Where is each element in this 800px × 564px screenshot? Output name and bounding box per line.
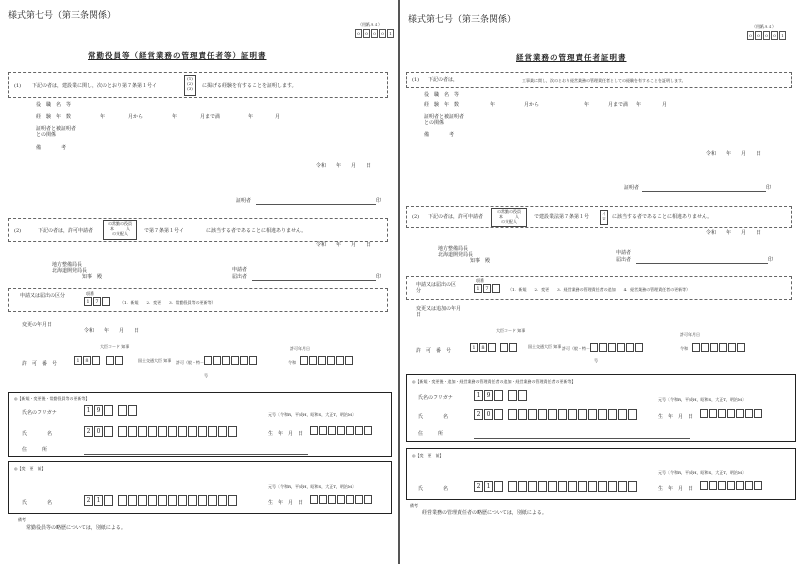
certifier-line-right[interactable] [642, 191, 766, 192]
furigana-label: 氏名のフリガナ [22, 410, 57, 416]
birth-cells-right[interactable] [700, 409, 763, 418]
name-input-cells-right[interactable] [508, 409, 638, 420]
field-relationship: 証明者と被証明者との関係 [36, 126, 77, 138]
section-2-tail: で第７条第１号イ [144, 228, 185, 234]
applicant-label-right: 申請者 [616, 250, 632, 256]
address-line[interactable] [84, 454, 308, 455]
person-new-block [8, 392, 392, 457]
kind-label: 申請又は届出の区分 [20, 293, 66, 299]
form-header-right: 様式第七号（第三条関係） [408, 15, 517, 25]
seal-mark-right: 印 [766, 185, 772, 191]
era-label-2-right: 元号〔令和R，平成H，昭和S，大正T，明治M〕 [658, 470, 747, 475]
address-line-right[interactable] [474, 438, 690, 439]
field-experience: 経 験 年 数 [36, 114, 72, 120]
block-2-title-right: ◎【変 更 前】 [412, 453, 444, 458]
exp-years: 年 [248, 114, 254, 120]
furigana-input-cells[interactable] [118, 405, 138, 416]
kind-code-label: 項番 [86, 291, 94, 296]
permit-date-cells[interactable] [300, 356, 354, 365]
change-date-label: 変更の年月日 [22, 322, 53, 328]
birth-label-right: 生 年 月 日 [658, 414, 694, 420]
furigana-input-cells-right[interactable] [508, 390, 528, 401]
addressee-office-2: 北海道開発局長 [52, 268, 88, 274]
applicant-seal-right: 印 [768, 257, 774, 263]
birth-label-2: 生 年 月 日 [268, 500, 304, 506]
birth-label-2-right: 生 年 月 日 [658, 486, 694, 492]
section-2-number: (2) [14, 228, 22, 234]
notifier-label: 届出者 [232, 274, 248, 280]
page-divider [398, 0, 400, 564]
exp-month-to-right: 月まで満 [608, 102, 629, 108]
notes-text: 常勤役員等の略歴については，別紙による。 [26, 525, 126, 531]
era-label: 元号〔令和R，平成H，昭和S，大正T，明治M〕 [268, 412, 357, 417]
permit-date-era-right: 令和 [680, 346, 688, 351]
exp-months: 月 [275, 114, 281, 120]
section-2-date-right: 令和 年 月 日 [706, 230, 762, 236]
document-title-right: 経営業務の管理責任者証明書 [516, 53, 627, 62]
permit-number-cells[interactable] [204, 356, 258, 365]
birth-cells[interactable] [310, 426, 373, 435]
form-size-label-right: （用紙Ａ４） [752, 24, 776, 29]
birth2-cells[interactable] [310, 495, 373, 504]
certification-date-right: 令和 年 月 日 [706, 151, 762, 157]
form-code-boxes-right: 0 0 0 0 1 [746, 31, 786, 40]
section-1-options: (1) (2) (3) [184, 75, 196, 96]
mlit-label: 国土交通大臣 知事 [138, 358, 172, 363]
change-date-label-right: 変更又は追加の年月日 [416, 306, 462, 318]
name-label-2-right: 氏 名 [418, 486, 449, 492]
addressee-governor-right: 知事 殿 [470, 258, 491, 264]
birth2-cells-right[interactable] [700, 481, 763, 490]
document-title: 常勤役員等（経営業務の管理責任者等）証明書 [88, 51, 267, 60]
field-position: 役 職 名 等 [36, 102, 72, 108]
permit-label: 許 可 番 号 [22, 361, 58, 367]
exp-months-right: 月 [662, 102, 668, 108]
permit-label-right: 許 可 番 号 [416, 348, 452, 354]
field-remarks: 備 考 [36, 145, 67, 151]
mlit-label-right: 国土交通大臣 知事 [528, 344, 562, 349]
section-1-number-right: (1) [412, 77, 420, 83]
name2-code-cells-right: 2 1 [474, 481, 504, 492]
notes-heading-right: 備考 [410, 503, 418, 508]
address-label: 住 所 [22, 447, 48, 453]
section-2-tail2: に該当する者であることに相違ありません。 [206, 228, 307, 234]
permit-number-cells-right[interactable] [590, 343, 644, 352]
field-relationship-right: 証明者と被証明者との関係 [424, 114, 465, 126]
applicant-line[interactable] [252, 280, 376, 281]
exp-month-to: 月まで満 [200, 114, 221, 120]
section-2-opts-right: イ ロ [600, 210, 608, 225]
form-size-label: （用紙Ａ４） [358, 22, 382, 27]
seal-mark: 印 [376, 198, 382, 204]
certifier-label: 証明者 [236, 198, 252, 204]
section-1-tail: に掲げる経験を有することを証明します。 [202, 83, 297, 89]
applicant-line-right[interactable] [636, 263, 768, 264]
notes-heading: 備考 [18, 517, 26, 522]
furigana-code-cells-right: 1 9 [474, 390, 504, 401]
permit-date-era: 令和 [288, 360, 296, 365]
exp-month-from-right: 月から [524, 102, 540, 108]
exp-month-from: 月から [128, 114, 144, 120]
furigana-code-cells: 1 9 [84, 405, 114, 416]
permit-kind-right: 許可（般・特－ [562, 346, 590, 351]
pref-code-cells[interactable] [106, 356, 124, 365]
kind-options: （1．新規 2．変更 3．常勤役員等の更新等） [120, 300, 216, 305]
change-date: 令和 年 月 日 [84, 328, 140, 334]
addressee-office-1: 地方整備局長 [52, 262, 83, 268]
notes-text-right: 経営業務の管理責任者の略歴については，別紙による。 [422, 510, 547, 516]
section-1-mid-right: 工事業に関し，次のとおり経営業務の管理責任者としての経験を有することを証明します。 [522, 78, 686, 83]
section-2-roles-right: の常勤の役員 本 人 の支配人 [491, 208, 527, 227]
name2-input-cells[interactable] [118, 495, 238, 506]
person-new-block-right [406, 374, 796, 442]
permit-kind: 許可（般・特－ [176, 360, 204, 365]
form-header: 様式第七号（第三条関係） [8, 11, 117, 21]
permit-go: 号 [204, 373, 208, 378]
block-1-title: ◎【新規・変更後・常勤役員等の更新等】 [14, 396, 90, 401]
section-2-roles: の常勤の役員 本 人 の支配人 [103, 220, 137, 240]
section-2-tail2-right: に該当する者であることに相違ありません。 [612, 214, 713, 220]
permit-date-label-right: 許可年月日 [680, 332, 700, 337]
permit-date-label: 許可年月日 [290, 346, 310, 351]
permit-go-right: 号 [594, 358, 598, 363]
exp-year-from-right: 年 [490, 102, 496, 108]
section-1-number: (1) [14, 83, 22, 89]
certification-date: 令和 年 月 日 [316, 163, 372, 169]
right-form-page [404, 0, 800, 564]
certifier-line[interactable] [256, 204, 376, 205]
kind-code-label-right: 項番 [476, 278, 484, 283]
section-2-number-right: (2) [412, 214, 420, 220]
block-1-title-right: ◎【新規・変更後・追加・経営業務の管理責任者の追加・経営業務の管理責任者の更新等】 [412, 379, 576, 384]
name-code-cells-right: 2 0 [474, 409, 504, 420]
furigana-label-right: 氏名のフリガナ [418, 395, 453, 401]
field-remarks-right: 備 考 [424, 132, 455, 138]
section-2-text: 下記の者は，許可申請者 [38, 228, 94, 234]
name-label: 氏 名 [22, 431, 53, 437]
field-position-right: 役 職 名 等 [424, 92, 460, 98]
field-experience-right: 経 験 年 数 [424, 102, 460, 108]
permit-code-cells: 1 8 [74, 356, 101, 365]
applicant-seal: 印 [376, 274, 382, 280]
exp-year-from: 年 [100, 114, 106, 120]
section-2-text-right: 下記の者は，許可申請者 [428, 214, 484, 220]
permit-date-cells-right[interactable] [692, 343, 746, 352]
kind-options-right: （1．新規 2．変更 3．経営業務の管理責任者の追加 4．経営業務の管理責任者の更新等） [508, 287, 691, 292]
addressee-office-2-right: 北海道開発局長 [438, 252, 474, 258]
notifier-label-right: 届出者 [616, 257, 632, 263]
addressee-governor: 知事 殿 [82, 274, 103, 280]
form-code-boxes: 0 0 0 0 1 [354, 29, 394, 38]
name-label-2: 氏 名 [22, 500, 53, 506]
name-code-cells: 2 0 [84, 426, 114, 437]
section-1-text: 下記の者は，建設業に関し，次のとおり第７条第１号イ [32, 83, 158, 89]
addressee-office-1-right: 地方整備局長 [438, 246, 469, 252]
kind-label-right: 申請又は届出の区分 [416, 282, 457, 294]
pref-code-label: 大臣コード 知事 [100, 344, 130, 349]
name-input-cells[interactable] [118, 426, 238, 437]
exp-year-to-right: 年 [584, 102, 590, 108]
left-form-page [0, 0, 396, 564]
certifier-label-right: 証明者 [624, 185, 640, 191]
exp-years-right: 年 [636, 102, 642, 108]
pref-code-cells-right[interactable] [500, 343, 518, 352]
name2-input-cells-right[interactable] [508, 481, 638, 492]
pref-code-label-right: 大臣コード 知事 [496, 328, 526, 333]
kind-code-cells-right: 1 7 [474, 284, 501, 293]
address-label-right: 住 所 [418, 431, 444, 437]
kind-code-cells: 1 7 [84, 297, 111, 306]
section-2-tail-right: で建設業法第７条第１号 [534, 214, 590, 220]
section-1-text-right: 下記の者は， [428, 77, 459, 83]
name-label-right: 氏 名 [418, 414, 449, 420]
name2-code-cells: 2 1 [84, 495, 114, 506]
permit-code-cells-right: 1 8 [470, 343, 497, 352]
section-2-date: 令和 年 月 日 [316, 242, 372, 248]
era-label-right: 元号〔令和R，平成H，昭和S，大正T，明治M〕 [658, 397, 747, 402]
block-2-title: ◎【変 更 前】 [14, 466, 46, 471]
era-label-2: 元号〔令和R，平成H，昭和S，大正T，明治M〕 [268, 484, 357, 489]
birth-label: 生 年 月 日 [268, 431, 304, 437]
applicant-label: 申請者 [232, 267, 248, 273]
exp-year-to: 年 [172, 114, 178, 120]
